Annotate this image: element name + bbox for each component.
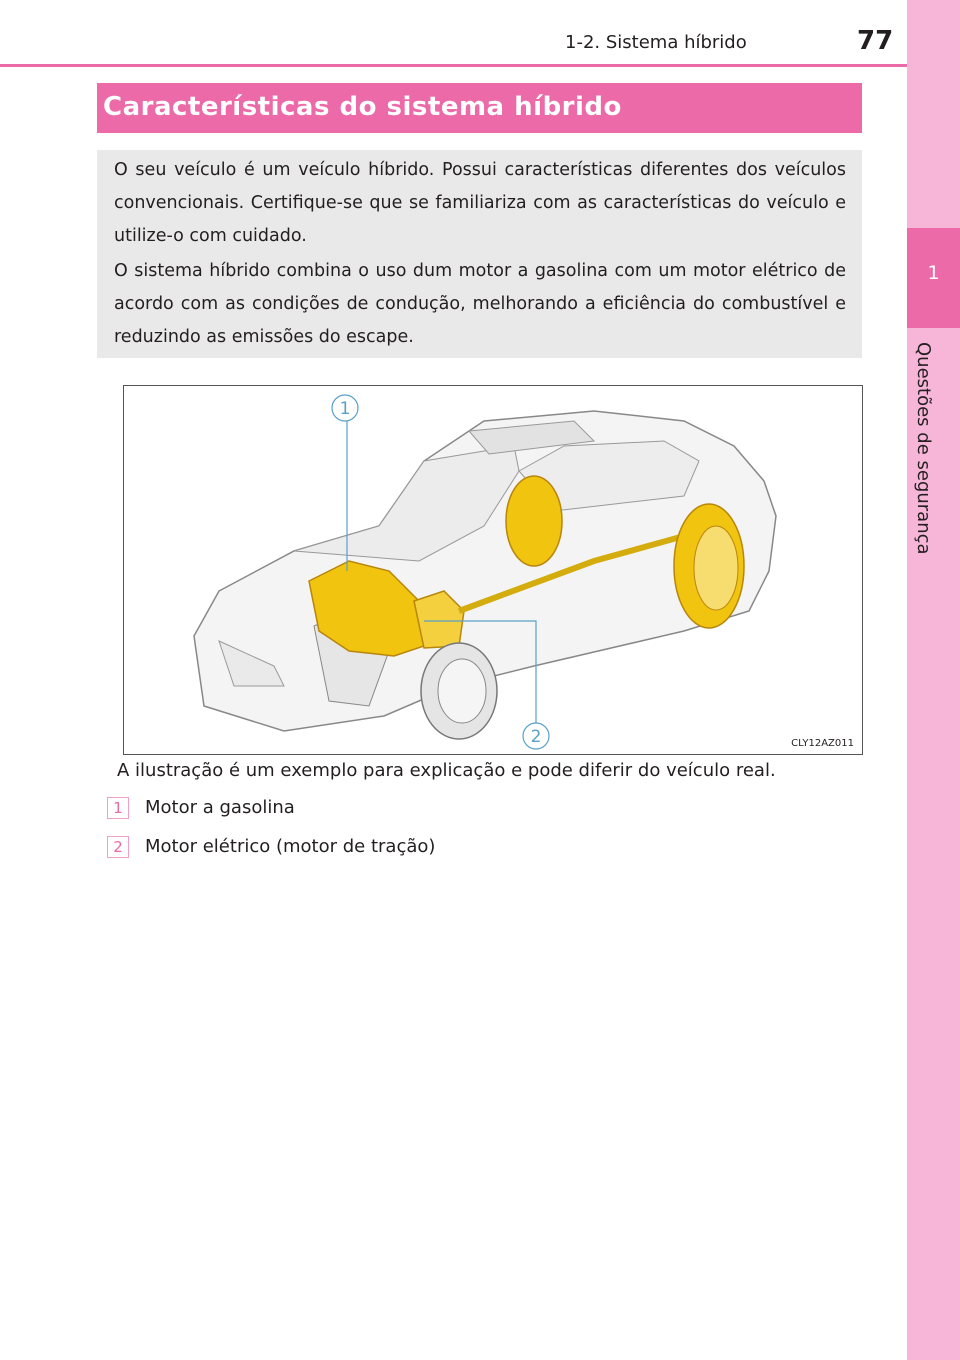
section-reference: 1-2. Sistema híbrido bbox=[565, 32, 747, 53]
chapter-title: Questões de segurança bbox=[913, 342, 934, 555]
rear-wheel-far bbox=[506, 476, 562, 566]
callout-2-number: 2 bbox=[530, 727, 542, 747]
legend-number-badge: 2 bbox=[107, 836, 129, 858]
hybrid-system-illustration bbox=[123, 385, 863, 755]
legend-label: Motor elétrico (motor de tração) bbox=[145, 836, 436, 857]
figure-caption: A ilustração é um exemplo para explicação e pode diferir do veículo real. bbox=[117, 760, 776, 781]
figure-code: CLY12AZ011 bbox=[791, 738, 854, 749]
legend-label: Motor a gasolina bbox=[145, 797, 295, 818]
page-number: 77 bbox=[857, 26, 894, 56]
legend-item bbox=[107, 836, 435, 858]
intro-paragraph: O sistema híbrido combina o uso dum motor a gasolina com um motor elétrico de acordo com as condições de condução, melhorando a eficiência do combustível e reduzindo as emissões do escape. bbox=[114, 261, 846, 347]
legend-number-badge: 1 bbox=[107, 797, 129, 819]
side-tab bbox=[907, 0, 960, 1360]
car-drawing bbox=[124, 386, 862, 754]
section-title: Características do sistema híbrido bbox=[103, 92, 622, 122]
intro-paragraph: O seu veículo é um veículo híbrido. Possui características diferentes dos veículos convencionais. Certifique-se que se familiariza com as características do veículo e utilize-o com cuidado. bbox=[114, 160, 846, 246]
callout-1-number: 1 bbox=[339, 399, 351, 419]
legend-item bbox=[107, 797, 295, 819]
header-divider bbox=[0, 64, 907, 67]
chapter-number: 1 bbox=[927, 262, 940, 284]
